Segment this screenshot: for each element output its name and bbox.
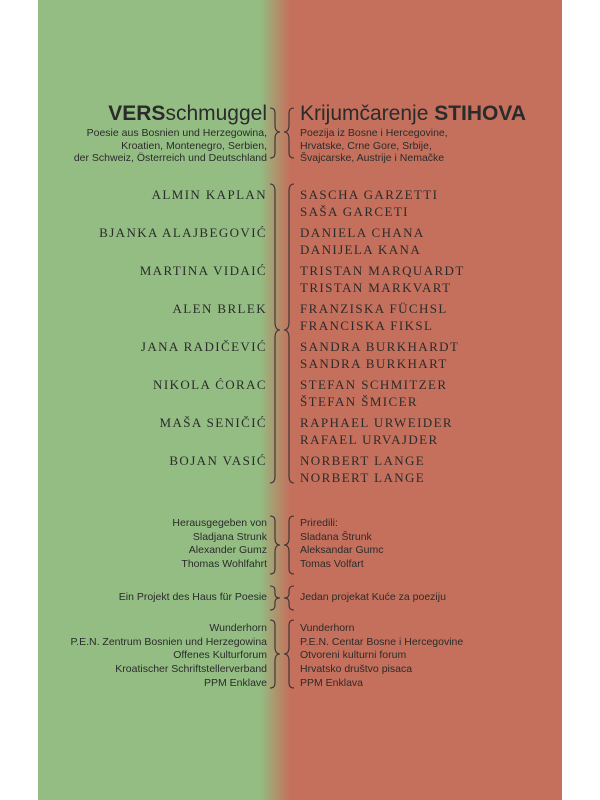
right-publishers-brace [284,620,294,688]
project-bosnian: Jedan projekat Kuće za poeziju [300,591,446,603]
author-left: BJANKA ALAJBEGOVIĆ [99,225,267,240]
right-editors-brace [284,516,294,574]
editors-german: Herausgegeben von Sladjana Strunk Alexander Gumz Thomas Wohlfahrt [172,517,267,571]
subtitle-german: Poesie aus Bosnien und Herzegowina, Kroatien, Montenegro, Serbien, der Schweiz, Österreich und Deutschland [73,127,267,165]
author-right: SANDRA BURKHARDT SANDRA BURKHART [300,339,460,371]
publishers-bosnian: Vunderhorn P.E.N. Centar Bosne i Hercegovine Otvoreni kulturni forum Hrvatsko društvo pisaca PPM Enklava [300,622,464,689]
left-title-brace [270,108,280,158]
project-german: Ein Projekt des Haus für Poesie [118,591,267,603]
title-german: VERSschmuggel [108,102,267,125]
publishers-german: Wunderhorn P.E.N. Zentrum Bosnien und Herzegowina Offenes Kulturforum Kroatischer Schriftstellerverband PPM Enklave [70,622,267,689]
right-title-brace [284,108,294,158]
author-right: RAPHAEL URWEIDER RAFAEL URVAJDER [300,415,453,447]
right-authors-brace [284,184,294,483]
title-bosnian: Krijumčarenje STIHOVA [300,102,527,125]
author-left: ALEN BRLEK [172,301,267,316]
author-right: DANIELA CHANA DANIJELA KANA [300,225,425,257]
author-right: SASCHA GARZETTI SAŠA GARCETI [300,187,439,219]
author-left: BOJAN VASIĆ [169,453,267,468]
left-editors-brace [270,516,280,574]
author-left: NIKOLA ĆORAC [153,377,267,392]
editors-bosnian: Priredili: Sladana Štrunk Aleksandar Gumc Tomas Volfart [300,517,384,571]
author-left: ALMIN KAPLAN [151,187,267,202]
right-project-brace [284,586,294,610]
author-left: MARTINA VIDAIĆ [139,263,267,278]
left-authors-brace [270,184,280,483]
author-left: MAŠA SENIČIĆ [159,415,267,430]
author-right: STEFAN SCHMITZER ŠTEFAN ŠMICER [300,377,448,409]
author-left: JANA RADIČEVIĆ [140,339,267,354]
author-right: TRISTAN MARQUARDT TRISTAN MARKVART [300,263,465,295]
left-project-brace [270,586,280,610]
author-right: FRANZISKA FÜCHSL FRANCISKA FIKSL [300,301,448,333]
author-right: NORBERT LANGE NORBERT LANGE [300,453,426,485]
left-publishers-brace [270,620,280,688]
subtitle-bosnian: Poezija iz Bosne i Hercegovine, Hrvatske, Crne Gore, Srbije, Švajcarske, Austrije i Nemačke [300,127,448,165]
